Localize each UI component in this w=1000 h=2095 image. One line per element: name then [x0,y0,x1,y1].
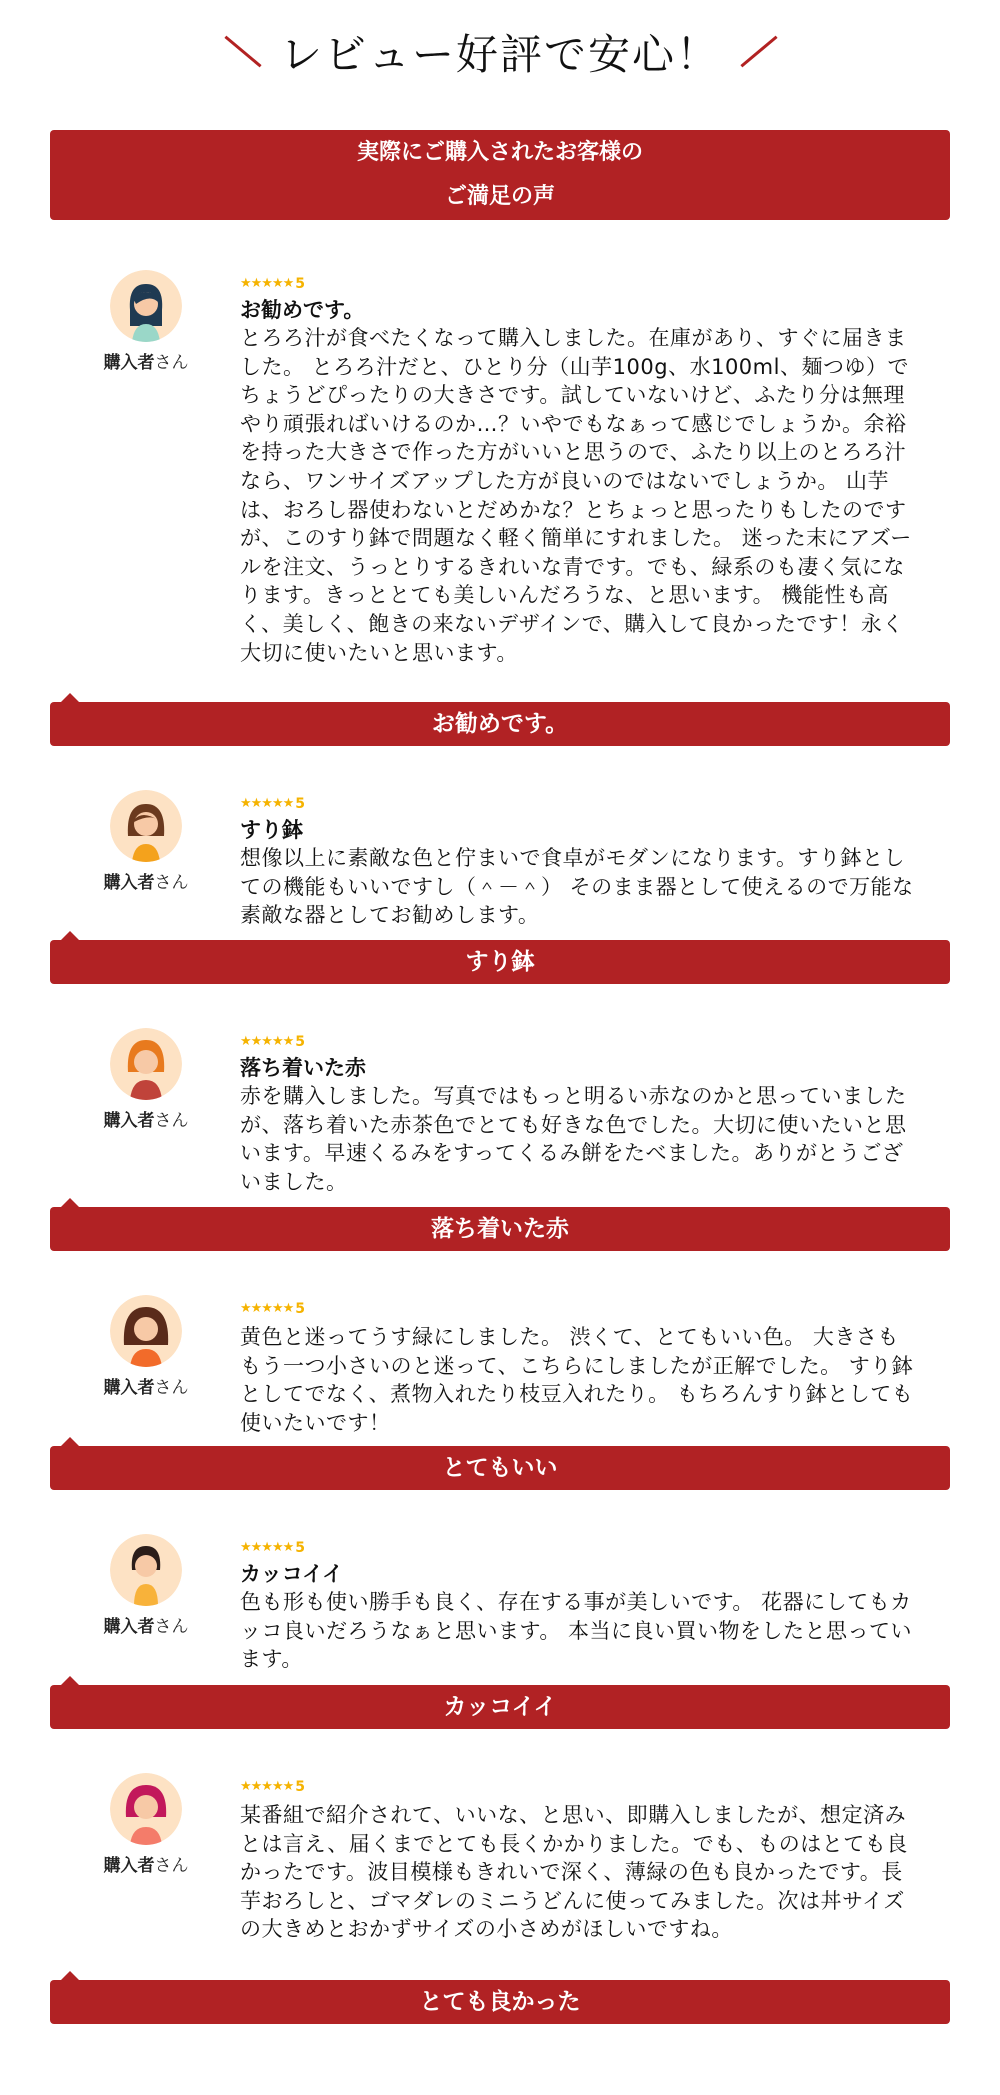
review-body: 想像以上に素敵な色と佇まいで食卓がモダンになります。すり鉢としての機能もいいですし（＾－＾） そのまま器として使えるので万能な素敵な器としてお勧めします。 [240,846,914,928]
reviewer-name [96,1612,196,1637]
review-body: とろろ汁が食べたくなって購入しました。在庫があり、すぐに届きました。 とろろ汁だと、ひとり分（山芋100g、水100ml、麺つゆ）でちょうどぴったりの大きさです。試していないけど、ふたり分は無理やり頑張ればいけるのか…？いやでもなぁって感じでしょうか。余裕を持った大きさで作った方がいいと思うので、ふたり以上のとろろ汁なら、ワンサイズアップした方が良いのではないでしょうか。 山芋は、おろし器使わないとだめかな？とちょっと思ったりもしたのですが、このすり鉢で問題なく軽く簡単にすれました。 迷った末にアズールを注文、うっとりするきれいな青です。でも、緑系のも凄く気になります。きっととても美しいんだろうな、と思います。 機能性も高く、美しく、飽きの来ないデザインで、購入して良かったです！永く大切に使いたいと思います。 [240,326,912,665]
reviewer-label: 購入者 [103,353,155,373]
review-ribbon: とてもいい [50,1446,950,1490]
reviewer-label: 購入者 [103,1617,155,1637]
decorative-slash-left [224,36,261,68]
reviewer-name [96,1106,196,1131]
rating-score: 5 [295,276,306,292]
review-content [240,794,920,930]
reviewer-honorific: さん [154,1111,189,1131]
rating [240,1777,920,1797]
review-ribbon: お勧めです。 [50,702,950,746]
rating [240,1538,920,1558]
reviewer-name [96,1373,196,1398]
woman-avatar-icon [110,790,182,862]
woman-avatar-icon [110,1773,182,1845]
review-ribbon: 落ち着いた赤 [50,1207,950,1251]
reviewer-info [96,790,196,893]
star-rating-icon: ★★★★★ [240,796,294,811]
rating-score: 5 [295,1540,306,1556]
rating-score: 5 [295,1301,306,1317]
reviewer-info [96,1773,196,1876]
review-content [240,1032,920,1196]
review-body: 色も形も使い勝手も良く、存在する事が美しいです。 花器にしてもカッコ良いだろうなぁと思います。 本当に良い買い物をしたと思っています。 [240,1590,912,1672]
reviewer-info [96,270,196,373]
star-rating-icon: ★★★★★ [240,1540,294,1555]
review-ribbon: すり鉢 [50,940,950,984]
reviewer-label: 購入者 [103,1856,155,1876]
review-ribbon: とても良かった [50,1980,950,2024]
rating-score: 5 [295,796,306,812]
review-content [240,1777,920,1944]
reviewer-label: 購入者 [103,873,155,893]
rating [240,1032,920,1052]
rating [240,274,920,294]
reviewer-honorific: さん [154,1378,189,1398]
rating-score: 5 [295,1779,306,1795]
review-content [240,274,920,667]
review-ribbon: カッコイイ [50,1685,950,1729]
review-title: すり鉢 [240,818,303,842]
page-title [0,20,1000,90]
star-rating-icon: ★★★★★ [240,276,294,291]
woman-avatar-icon [110,270,182,342]
woman-avatar-icon [110,1028,182,1100]
star-rating-icon: ★★★★★ [240,1301,294,1316]
reviewer-name [96,348,196,373]
rating-score: 5 [295,1034,306,1050]
reviewer-label: 購入者 [103,1111,155,1131]
review-title: お勧めです。 [240,298,365,322]
reviewer-info [96,1534,196,1637]
intro-banner-line-1: 実際にご購入されたお客様の [356,140,643,165]
review-title: 落ち着いた赤 [240,1056,366,1080]
reviewer-name [96,1851,196,1876]
review-content [240,1538,920,1674]
reviewer-honorific: さん [154,1617,189,1637]
reviewer-honorific: さん [154,873,189,893]
star-rating-icon: ★★★★★ [240,1779,294,1794]
woman-avatar-icon [110,1295,182,1367]
reviewer-label: 購入者 [103,1378,155,1398]
reviewer-name [96,868,196,893]
intro-banner [50,130,950,220]
review-body: 黄色と迷ってうす緑にしました。 渋くて、とてもいい色。 大きさももう一つ小さいのと迷って、こちらにしましたが正解でした。 すり鉢としてでなく、煮物入れたり枝豆入れたり。 もちろんすり鉢としても使いたいです！ [240,1325,914,1435]
rating [240,1299,920,1319]
decorative-slash-right [740,36,777,68]
star-rating-icon: ★★★★★ [240,1034,294,1049]
reviewer-honorific: さん [154,353,189,373]
reviewer-info [96,1028,196,1131]
review-content [240,1299,920,1437]
reviewer-info [96,1295,196,1398]
review-body: 某番組で紹介されて、いいな、と思い、即購入しましたが、想定済みとは言え、届くまでとても長くかかりました。でも、ものはとても良かったです。波目模様もきれいで深く、薄緑の色も良かったです。長芋おろしと、ゴマダレのミニうどんに使ってみました。次は丼サイズの大きめとおかずサイズの小さめがほしいですね。 [240,1803,908,1942]
intro-banner-line-2: ご満足の声 [444,184,555,209]
reviewer-honorific: さん [154,1856,189,1876]
review-title: カッコイイ [240,1562,344,1586]
page-title-text: レビュー好評で安心！ [279,30,720,79]
review-body: 赤を購入しました。写真ではもっと明るい赤なのかと思っていましたが、落ち着いた赤茶色でとても好きな色でした。大切に使いたいと思います。早速くるみをすってくるみ餅をたべました。ありがとうございました。 [240,1084,907,1194]
rating [240,794,920,814]
woman-avatar-icon [110,1534,182,1606]
